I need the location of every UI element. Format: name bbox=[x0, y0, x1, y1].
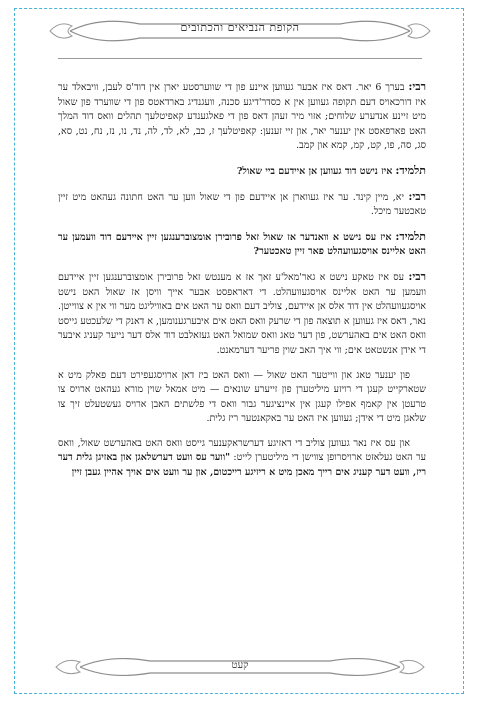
paragraph-text: בערך 6 יאר. דאס איז אבער געווען איינע פון די שווערסטע יארן אין דוד'ס לעבן, וויבאלד ער איז דורכאויס דעם תקופה געווען אין א כסדר'דיגע סכנה, וועגנדיג בארדאטס פון די שווערד פון שאול מיט זיינע אנדערע שלוחים; אזוי מיר זעהן דאס פון די פאלגענדע קאפיטלעך תהלים וואס דוד המלך האט פארפאסט אין יענער יאר, און זיי זענען: קאפיטלעך ז, כב, לא, לד, לה, נד, נו, נז, נח, נט, סא, סג, סה, פו, קט, קמ, קמא און קמב. bbox=[58, 82, 426, 152]
paragraph-7 bbox=[58, 437, 426, 481]
speaker-label: רבי: bbox=[408, 189, 426, 203]
speaker-label: רבי: bbox=[408, 269, 426, 283]
running-header-title: הקופת הנביאים והכתובים bbox=[180, 21, 300, 34]
paragraph-3 bbox=[58, 190, 426, 220]
question-text: איז עס נישט א וואנדער אז שאול זאל פרובירן אומצוברענגען זיין איידעם דוד וועמען ער האט אליינס אויסגעוועהלט פאר זיין טאכטער? bbox=[58, 231, 426, 258]
paragraph-text: און עס איז נאר געווען צוליב די דאזיגע דערשראקענער גייסט וואס האט באהערשט שאול, וואס ער האט געלאזט ארויסרופן צווישן די מיליטערן לייט: bbox=[58, 437, 426, 464]
header-rule bbox=[58, 58, 422, 59]
paragraph-5 bbox=[58, 270, 426, 359]
page-number: קעט bbox=[231, 660, 249, 671]
question-text: איז נישט דוד געווען אן איידעם ביי שאול? bbox=[236, 165, 393, 177]
speaker-label: רבי: bbox=[408, 80, 426, 93]
speaker-label: תלמיד: bbox=[395, 229, 426, 243]
paragraph-text: יא, מיין קינד. ער איז געווארן אן איידעם פון די שאול ווען ער האט חתונה געהאט מיט זיין טאכטער מיכל. bbox=[58, 191, 426, 218]
quoted-proclamation: "ווער עס וועט דערשלאגן און באזיגן גלית דער ריז, וועט דער קעניג אים רייך מאכן מיט א ריזיגע רייכטום, און ער וועט אים אויך אהיין געבן זיין bbox=[58, 452, 426, 479]
main-text bbox=[58, 80, 426, 491]
paragraph-text: עס איז טאקע נישט א גאר'מאל'ע זאך אז א מענטש זאל פרובירן אומצוברענגען זיין איידעם וועמען ער האט אליינס אויסגעוועהלט. די דאראפסט אבער אייך וויסן אז שאול האט נישט אויסגעוועהלט אין דוד אלס אן איידעם, צוליב דעם וואס ער האט אים באוויליגט מער ווי אין א צווייטן. נאר, דאס איז געווען א תוצאה פון די שרעק וואס האט אים איבערגענומען, א דאנק די שלעכטע גייסט וואס האט אים באהערשט, פון דער טאג וואס שמואל האט געזאלבט דוד אלס דער נייער קעניג איבער די אידן אנשטאט אים; ווי איך האב שוין פריער דערמאנט. bbox=[58, 271, 426, 356]
paragraph-2 bbox=[58, 164, 426, 180]
paragraph-6 bbox=[58, 369, 426, 427]
paragraph-4 bbox=[58, 230, 426, 260]
paragraph-text: פון יענער טאג און ווייטער האט שאול — וואס האט ביז דאן ארויסגעפירט דעם פאלק מיט א שטארקייט קעגן די רויזע מיליטערן פון זייערע שונאים — מיט אמאל שוין מורא געהאט ארויס צו טרעטן אין קאמף אפילו קעגן אין איינציגער גבור וואס די פלשתים האבן ארויס געשטעלט זיך צו שלאגן מיט די אידן; געווען איז האט ער באקאנטער ריז גלית. bbox=[58, 369, 426, 425]
speaker-label: תלמיד: bbox=[395, 163, 426, 177]
paragraph-1 bbox=[58, 80, 426, 154]
